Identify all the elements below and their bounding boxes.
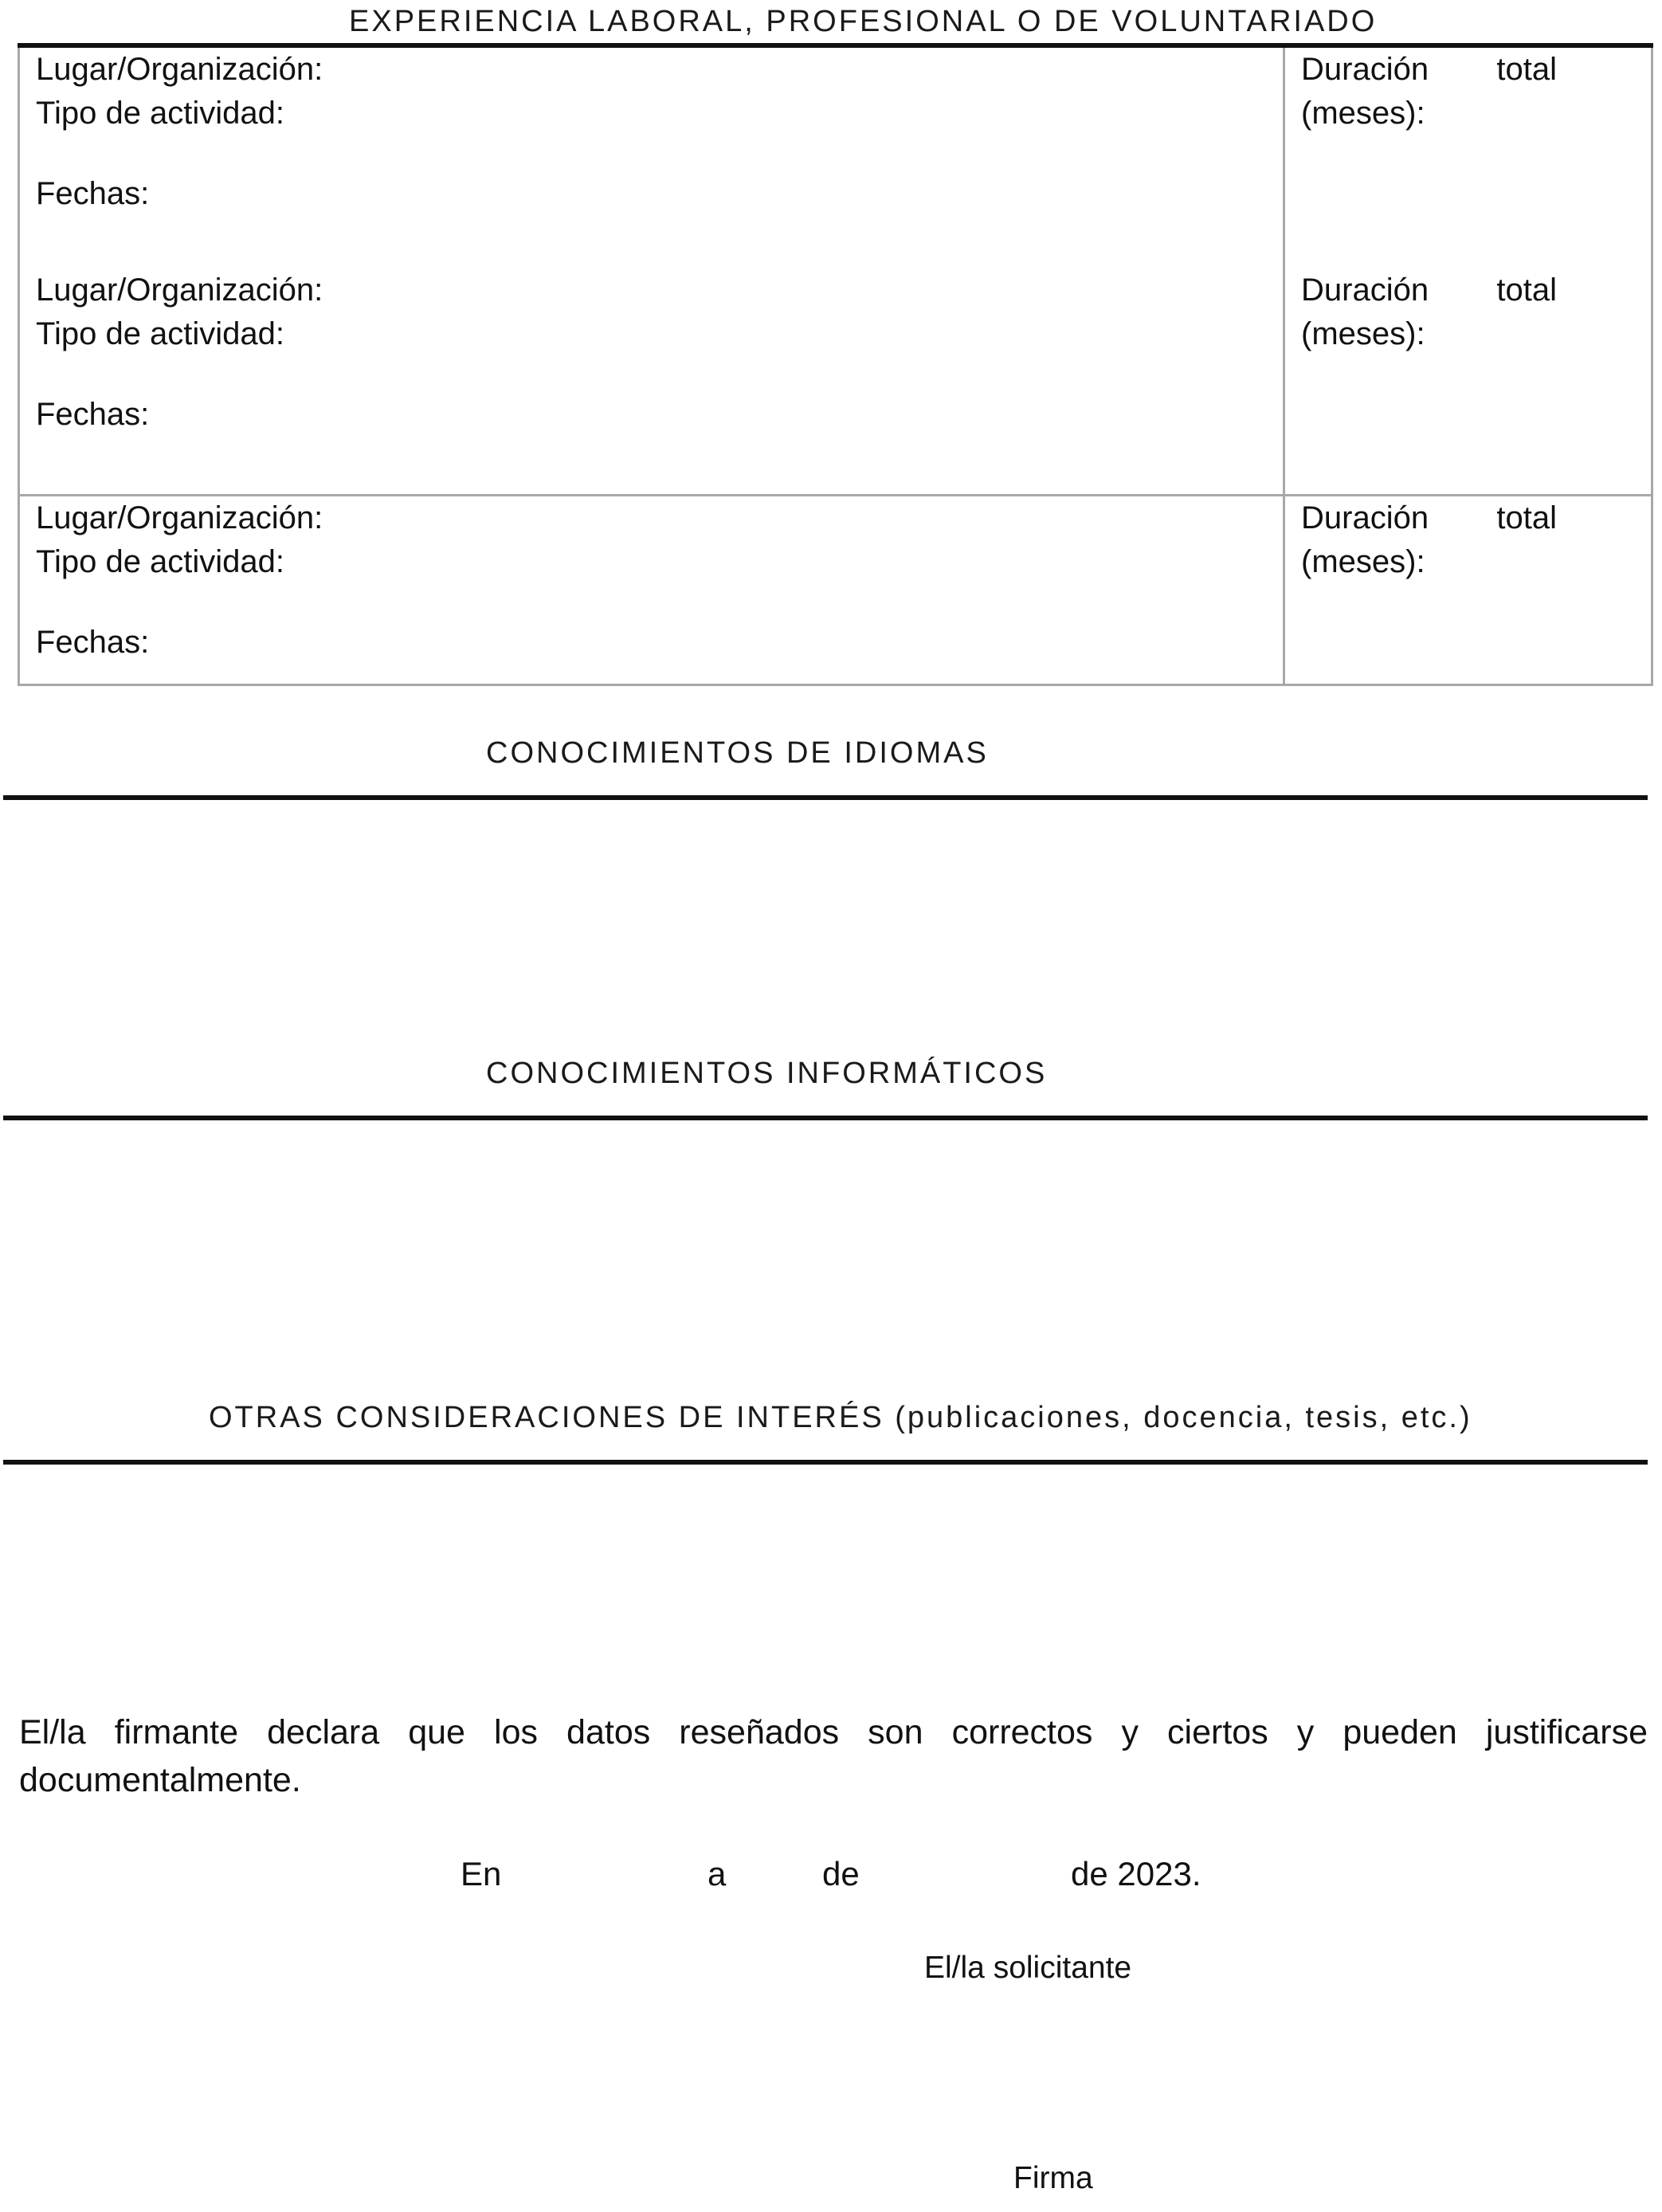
tipo-label: Tipo de actividad: bbox=[36, 543, 285, 579]
lugar-label: Lugar/Organización: bbox=[36, 273, 323, 308]
meses-label: (meses): bbox=[1301, 96, 1425, 131]
fechas-label: Fechas: bbox=[36, 397, 150, 432]
duracion-label: Duración bbox=[1301, 500, 1429, 535]
meses-label: (meses): bbox=[1301, 543, 1425, 579]
firma-label: Firma bbox=[1013, 2161, 1093, 2195]
date-de-year: de 2023. bbox=[1071, 1855, 1201, 1892]
lugar-label: Lugar/Organización: bbox=[36, 500, 323, 535]
experience-table bbox=[18, 43, 1653, 686]
fechas-label: Fechas: bbox=[36, 624, 150, 660]
date-a: a bbox=[708, 1855, 727, 1892]
experience-entry-3 bbox=[19, 495, 1284, 684]
declaration-text: El/la firmante declara que los datos reseñados son correctos y ciertos y pueden justificarse documentalmente. bbox=[19, 1713, 1648, 1799]
duration-cell-2 bbox=[1284, 269, 1652, 495]
duracion-label: Duración bbox=[1301, 52, 1429, 87]
section-rule-informaticos bbox=[3, 1116, 1648, 1120]
tipo-label: Tipo de actividad: bbox=[36, 316, 285, 351]
experience-entry-1 bbox=[19, 45, 1284, 269]
tipo-label: Tipo de actividad: bbox=[36, 96, 285, 131]
total-label: total bbox=[1496, 52, 1557, 87]
meses-label: (meses): bbox=[1301, 316, 1425, 351]
duration-cell-3 bbox=[1284, 495, 1652, 684]
section-title-experiencia: EXPERIENCIA LABORAL, PROFESIONAL O DE VOLUNTARIADO bbox=[349, 5, 1378, 38]
total-label: total bbox=[1496, 500, 1557, 535]
experience-entry-2 bbox=[19, 269, 1284, 495]
section-title-informaticos: CONOCIMIENTOS INFORMÁTICOS bbox=[486, 1057, 1048, 1090]
section-title-idiomas: CONOCIMIENTOS DE IDIOMAS bbox=[486, 736, 989, 770]
fechas-label: Fechas: bbox=[36, 176, 150, 211]
date-en: En bbox=[461, 1855, 502, 1892]
date-de: de bbox=[822, 1855, 860, 1892]
solicitante-label: El/la solicitante bbox=[924, 1951, 1132, 1985]
section-rule-idiomas bbox=[3, 795, 1648, 800]
lugar-label: Lugar/Organización: bbox=[36, 52, 323, 87]
duracion-label: Duración bbox=[1301, 273, 1429, 308]
total-label: total bbox=[1496, 273, 1557, 308]
section-title-otras: OTRAS CONSIDERACIONES DE INTERÉS (publicaciones, docencia, tesis, etc.) bbox=[209, 1401, 1472, 1434]
duration-cell-1 bbox=[1284, 45, 1652, 269]
section-rule-otras bbox=[3, 1460, 1648, 1465]
